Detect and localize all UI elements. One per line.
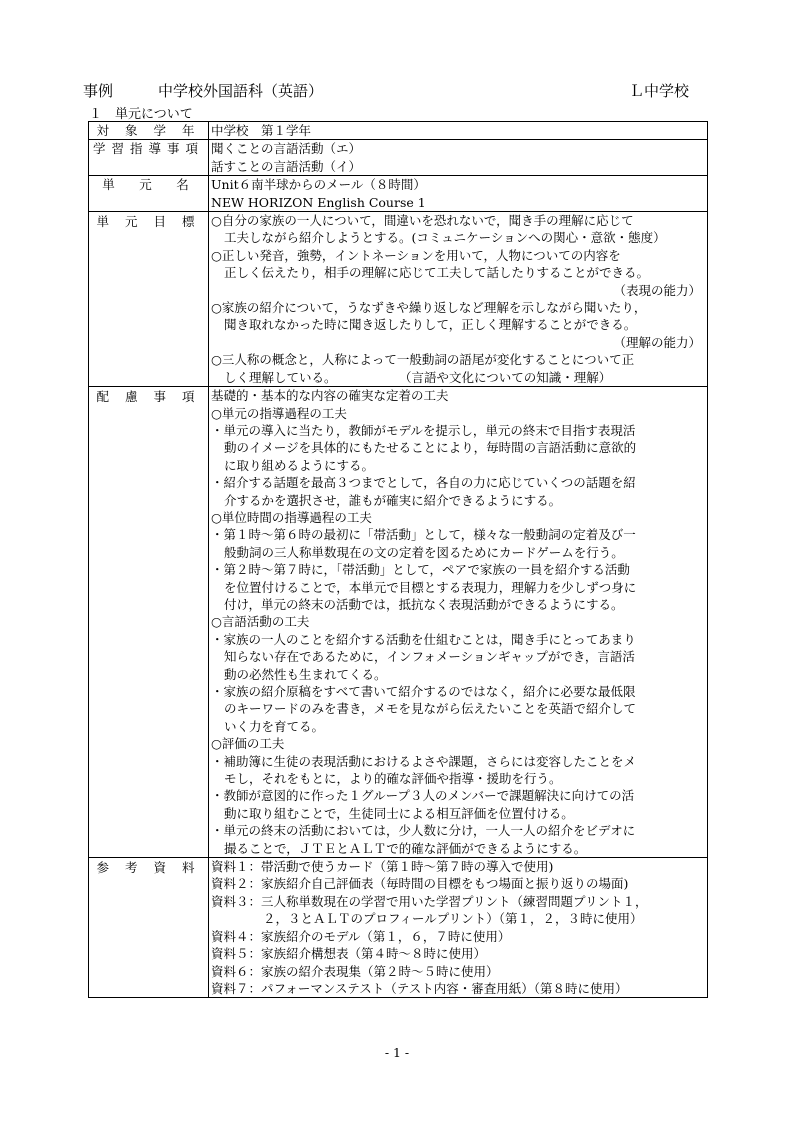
goal-line: ○家族の紹介について，うなずきや繰り返しなど理解を示しながら聞いたり， [211, 300, 647, 316]
consideration-subheading: ○単元の指導過程の工夫 [211, 405, 347, 421]
label-guidance: 学習指導事項 [89, 140, 209, 176]
value-unit-name [209, 176, 708, 212]
consideration-line: ・第２時～第７時に，「帯活動」として，ペアで家族の一員を紹介する活動 [211, 562, 630, 578]
value-target-grade [209, 122, 708, 140]
consideration-line: 介するかを選択させ，誰もが確実に紹介できるようにする。 [224, 492, 562, 508]
consideration-line: ・単元の終末の活動においては，少人数に分け，一人一人の紹介をビデオに [211, 823, 636, 839]
consideration-subheading: ○単位時間の指導過程の工夫 [211, 509, 372, 525]
document-title: 事例 中学校外国語科（英語） [83, 82, 324, 100]
row-unit-name [89, 176, 708, 212]
reference-line: 資料１：帯活動で使うカード（第１時～第７時の導入で使用) [211, 859, 554, 875]
value-references [209, 858, 708, 998]
value-considerations [209, 387, 708, 858]
page-number: - 1 - [384, 1045, 410, 1060]
value-guidance [209, 140, 708, 176]
goal-line: ○正しい発音，強勢，イントネーションを用いて，人物についての内容を [211, 247, 621, 263]
consideration-line: のキーワードのみを書き，メモを見ながら伝えたいことを英語で紹介して [224, 701, 637, 717]
consideration-line: モし，それをもとに，より的確な評価や指導・援助を行う。 [224, 771, 562, 787]
label-unit-goal: 単 元 目 標 [89, 212, 209, 387]
goal-line: 聞き取れなかった時に聞き返したりして，正しく理解することができる。 [224, 317, 637, 333]
consideration-line: ・教師が意図的に作った１グループ３人のメンバーで課題解決に向けての活 [211, 788, 635, 804]
consideration-line: ・紹介する話題を最高３つまでとして，各自の力に応じていくつの話題を紹 [211, 475, 636, 491]
consideration-line: を位置付けることで，本単元で目標とする表現力，理解力を少しずつ身に [224, 579, 637, 595]
reference-line: ２，３とＡＬＴのプロフィールプリント）（第１，２，３時に使用） [263, 911, 643, 927]
target-grade-text: 中学校 第１学年 [211, 123, 312, 138]
school-name: Ｌ中学校 [628, 82, 689, 100]
label-unit-name: 単 元 名 [89, 176, 209, 212]
consideration-subheading: ○言語活動の工夫 [211, 614, 310, 630]
consideration-line: ・家族の紹介原稿をすべて書いて紹介するのではなく，紹介に必要な最低限 [211, 684, 636, 699]
consideration-heading: 基礎的・基本的な内容の確実な定着の工夫 [211, 388, 449, 404]
consideration-line: 般動詞の三人称単数現在の文の定着を図るためにカードゲームを行う。 [224, 544, 624, 560]
consideration-line: いく力を育てる。 [224, 718, 325, 734]
goal-line: 工夫しながら紹介しようとする。(コミュニケーションへの関心・意欲・態度） [224, 230, 666, 246]
guidance-line: 聞くことの言語活動（エ） [211, 141, 362, 157]
unit-table [88, 121, 708, 998]
goal-ability-label: （表現の能力） [613, 282, 701, 298]
goal-line: 正しく伝えたり，相手の理解に応じて工夫して話したりすることができる。 [224, 265, 650, 281]
consideration-subheading: ○評価の工夫 [211, 736, 285, 752]
reference-line: 資料４：家族紹介のモデル（第１，６，７時に使用） [211, 928, 511, 944]
row-guidance [89, 140, 708, 176]
reference-line: 資料２：家族紹介自己評価表（毎時間の目標をもつ場面と振り返りの場面) [211, 876, 629, 892]
guidance-line: 話すことの言語活動（イ） [211, 158, 362, 174]
reference-line: 資料３：三人称単数現在の学習で用いた学習プリント（練習問題プリント１， [211, 893, 648, 909]
consideration-line: 動に取り組むことで，生徒同士による相互評価を位置付ける。 [224, 805, 574, 821]
value-unit-goal [209, 212, 708, 387]
unit-name-line: Unit６南半球からのメール（８時間） [211, 177, 426, 193]
reference-line: 資料６：家族の紹介表現集（第２時～５時に使用） [211, 963, 499, 979]
consideration-line: 知らない存在であるために，インフォメーションギャップができ，言語活 [224, 649, 635, 665]
label-references: 参 考 資 料 [89, 858, 209, 998]
consideration-line: 付け，単元の終末の活動では，抵抗なく表現活動ができるようにする。 [224, 596, 624, 612]
row-considerations [89, 387, 708, 858]
goal-line: しく理解している。 （言語や文化についての知識・理解） [224, 369, 612, 385]
row-unit-goal [89, 212, 708, 387]
consideration-line: に取り組めるようにする。 [224, 457, 375, 473]
consideration-line: ・補助簿に生徒の表現活動におけるよさや課題，さらには変容したことをメ [211, 753, 637, 769]
consideration-line: 動のイメージを具体的にもたせることにより，毎時間の言語活動に意欲的 [224, 440, 637, 456]
consideration-line: 動の必然性も生まれてくる。 [224, 666, 387, 682]
goal-line: ○自分の家族の一人について，間違いを恐れないで，聞き手の理解に応じて [211, 213, 634, 229]
consideration-line: ・第１時～第６時の最初に「帯活動」として，様々な一般動詞の定着及び一 [211, 527, 636, 543]
section-title: １ 単元について [89, 107, 193, 122]
reference-line: 資料５：家族紹介構想表（第４時～８時に使用） [211, 946, 487, 962]
goal-line: ○三人称の概念と，人称によって一般動詞の語尾が変化することについて正 [211, 352, 635, 368]
label-considerations: 配 慮 事 項 [89, 387, 209, 858]
reference-line: 資料７：パフォーマンステスト（テスト内容・審査用紙）（第８時に使用） [211, 980, 628, 996]
label-target-grade: 対 象 学 年 [89, 122, 209, 140]
row-target-grade [89, 122, 708, 140]
row-references [89, 858, 708, 998]
consideration-line: ・単元の導入に当たり，教師がモデルを提示し，単元の終末で目指す表現活 [211, 422, 636, 438]
goal-ability-label: （理解の能力） [613, 334, 701, 350]
consideration-line: ・家族の一人のことを紹介する活動を仕組むことは，聞き手にとってあまり [211, 631, 636, 647]
consideration-line: 撮ることで，ＪＴＥとＡＬＴで的確な評価ができるようにする。 [224, 840, 587, 856]
unit-textbook-line: NEW HORIZON English Course 1 [211, 194, 426, 210]
